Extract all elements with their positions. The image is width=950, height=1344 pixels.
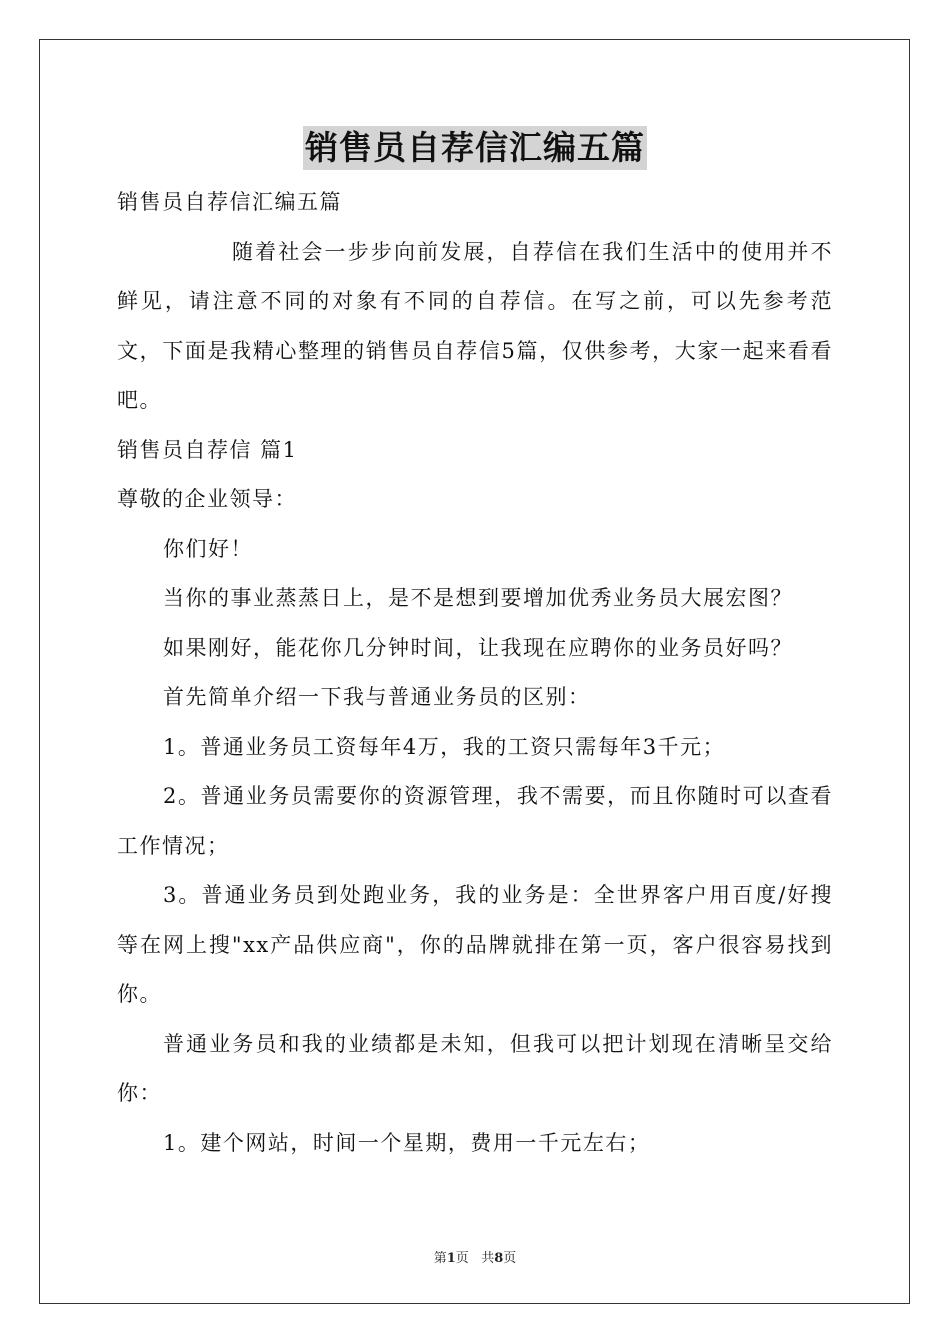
page-footer bbox=[0, 1247, 950, 1266]
paragraph: 当你的事业蒸蒸日上，是不是想到要增加优秀业务员大展宏图？ bbox=[163, 586, 793, 610]
page-label-suffix: 页 bbox=[455, 1251, 469, 1266]
paragraph: 销售员自荐信汇编五篇 bbox=[117, 190, 342, 214]
paragraph: 你们好！ bbox=[163, 536, 253, 561]
paragraph: 销售员自荐信 篇1 bbox=[117, 437, 298, 462]
document-body bbox=[117, 178, 833, 1168]
paragraph: 如果刚好，能花你几分钟时间，让我现在应聘你的业务员好吗？ bbox=[163, 635, 793, 660]
paragraph: 2。普通业务员需要你的资源管理，我不需要，而且你随时可以查看工作情况； bbox=[117, 784, 833, 858]
paragraph: 1。普通业务员工资每年4万，我的工资只需每年3千元； bbox=[163, 734, 726, 759]
paragraph: 3。普通业务员到处跑业务，我的业务是：全世界客户用百度/好搜等在网上搜"xx产品供应商"，你的品牌就排在第一页，客户很容易找到你。 bbox=[117, 883, 833, 1006]
paragraph: 首先简单介绍一下我与普通业务员的区别： bbox=[163, 685, 591, 709]
document-title: 销售员自荐信汇编五篇 bbox=[303, 126, 647, 170]
paragraph: 普通业务员和我的业绩都是未知，但我可以把计划现在清晰呈交给你： bbox=[117, 1031, 833, 1105]
title-container bbox=[0, 126, 950, 170]
paragraph: 随着社会一步步向前发展，自荐信在我们生活中的使用并不鲜见，请注意不同的对象有不同的自荐信。在写之前，可以先参考范文，下面是我精心整理的销售员自荐信5篇，仅供参考，大家一起来看看吧。 bbox=[117, 239, 833, 412]
page-label-prefix: 第 bbox=[433, 1251, 447, 1266]
total-label-suffix: 页 bbox=[503, 1251, 517, 1266]
paragraph: 尊敬的企业领导： bbox=[117, 487, 297, 511]
current-page-number: 1 bbox=[446, 1251, 456, 1266]
paragraph: 1。建个网站，时间一个星期，费用一千元左右； bbox=[163, 1130, 651, 1155]
total-label-prefix: 共 bbox=[481, 1251, 495, 1266]
total-pages-number: 8 bbox=[494, 1251, 504, 1266]
